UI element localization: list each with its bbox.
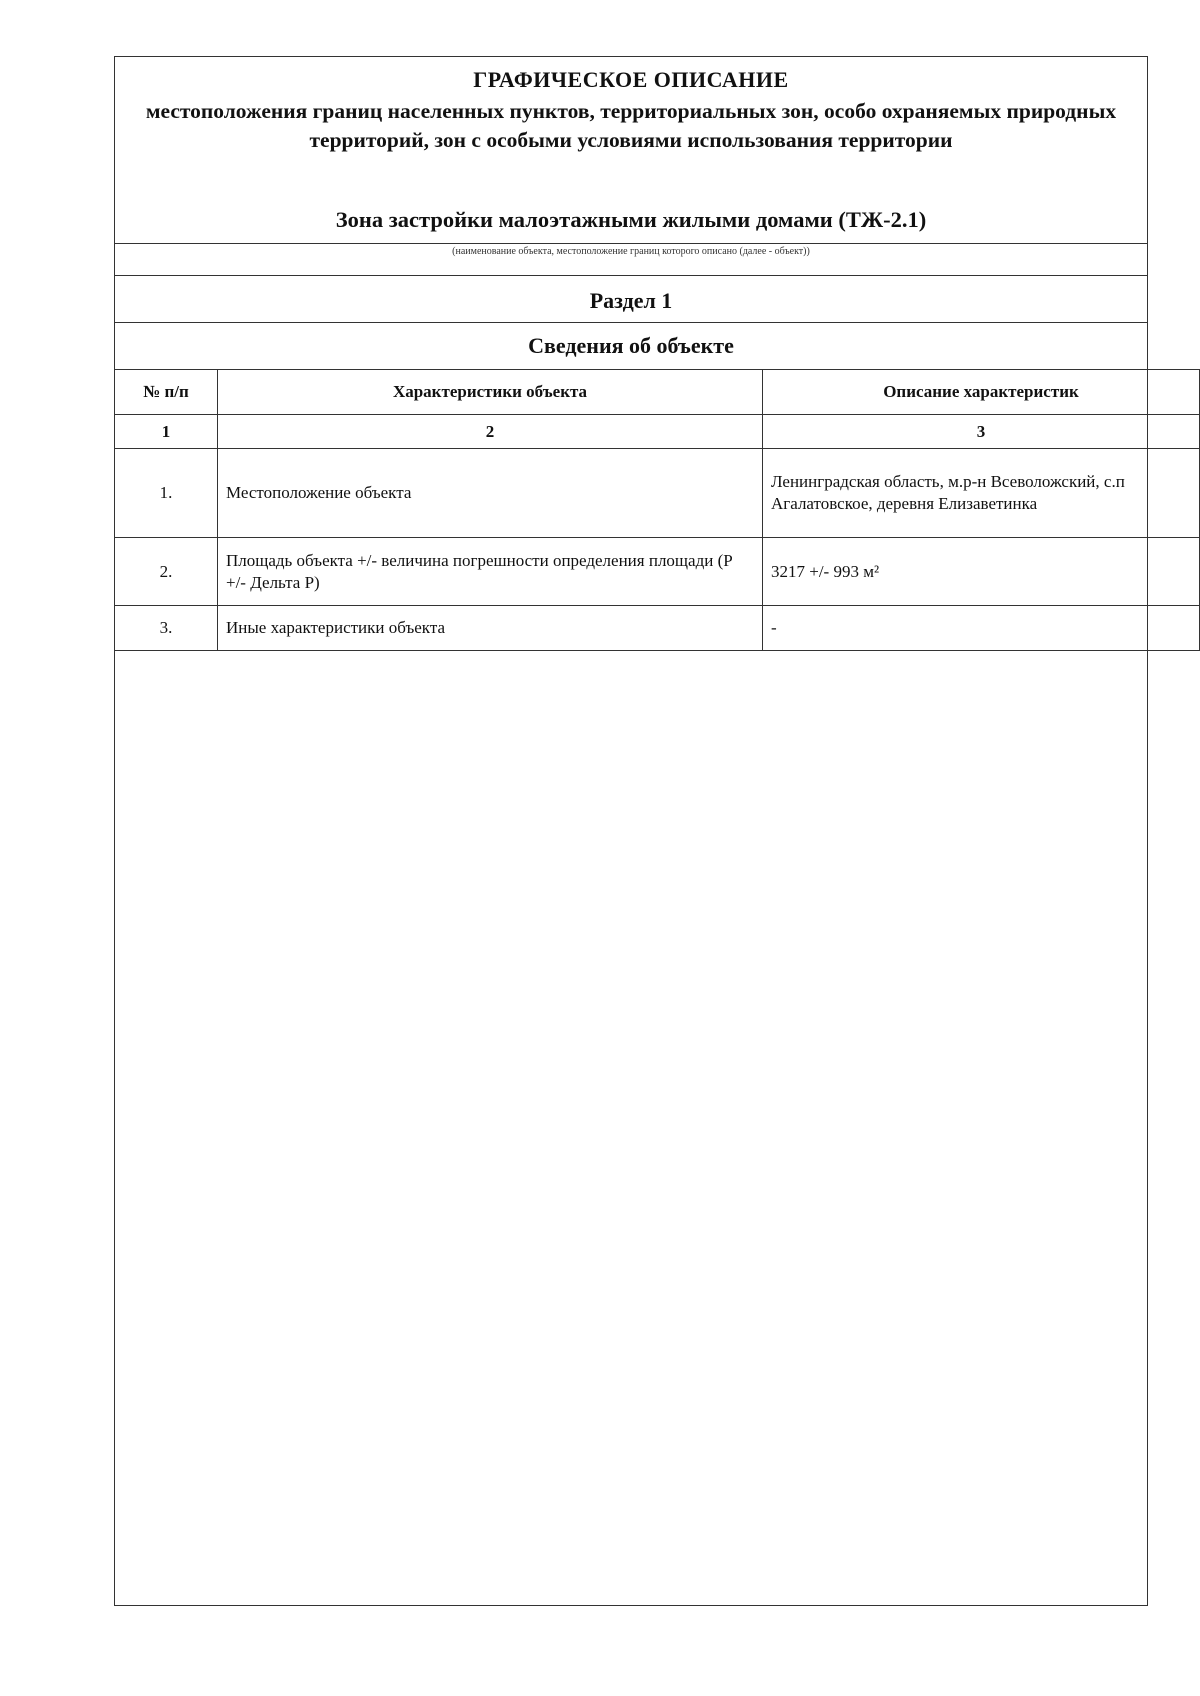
document-subtitle: местоположения границ населенных пунктов, территориальных зон, особо охраняемых природных территорий, зон с особыми условиями использования территории (145, 99, 1117, 152)
column-numbers-row (115, 415, 1200, 449)
section-title: Сведения об объекте (528, 333, 734, 358)
column-number: 2 (218, 415, 763, 449)
row-characteristic: Иные характеристики объекта (218, 606, 763, 651)
object-name: Зона застройки малоэтажными жилыми домами (ТЖ-2.1) (335, 207, 927, 232)
row-characteristic: Площадь объекта +/- величина погрешности определения площади (Р +/- Дельта Р) (218, 538, 763, 606)
table-row (115, 538, 1200, 606)
row-description: - (763, 606, 1200, 651)
row-description: 3217 +/- 993 м² (763, 538, 1200, 606)
table-row (115, 449, 1200, 538)
row-number: 1. (115, 449, 218, 538)
header-num: № п/п (115, 370, 218, 415)
section-label: Раздел 1 (589, 288, 673, 313)
header-characteristics: Характеристики объекта (218, 370, 763, 415)
column-number: 3 (763, 415, 1200, 449)
column-number: 1 (115, 415, 218, 449)
row-characteristic: Местоположение объекта (218, 449, 763, 538)
divider (115, 322, 1147, 323)
document-page (114, 56, 1148, 1606)
object-caption: (наименование объекта, местоположение границ которого описано (далее - объект)) (452, 246, 810, 257)
header-description: Описание характеристик (763, 370, 1200, 415)
row-number: 3. (115, 606, 218, 651)
document-title: ГРАФИЧЕСКОЕ ОПИСАНИЕ (473, 67, 789, 92)
row-number: 2. (115, 538, 218, 606)
row-description: Ленинградская область, м.р-н Всеволожский, с.п Агалатовское, деревня Елизаветинка (763, 449, 1200, 538)
divider (115, 275, 1147, 276)
object-info-table (114, 369, 1200, 651)
divider (115, 243, 1147, 244)
table-header-row (115, 370, 1200, 415)
table-row (115, 606, 1200, 651)
